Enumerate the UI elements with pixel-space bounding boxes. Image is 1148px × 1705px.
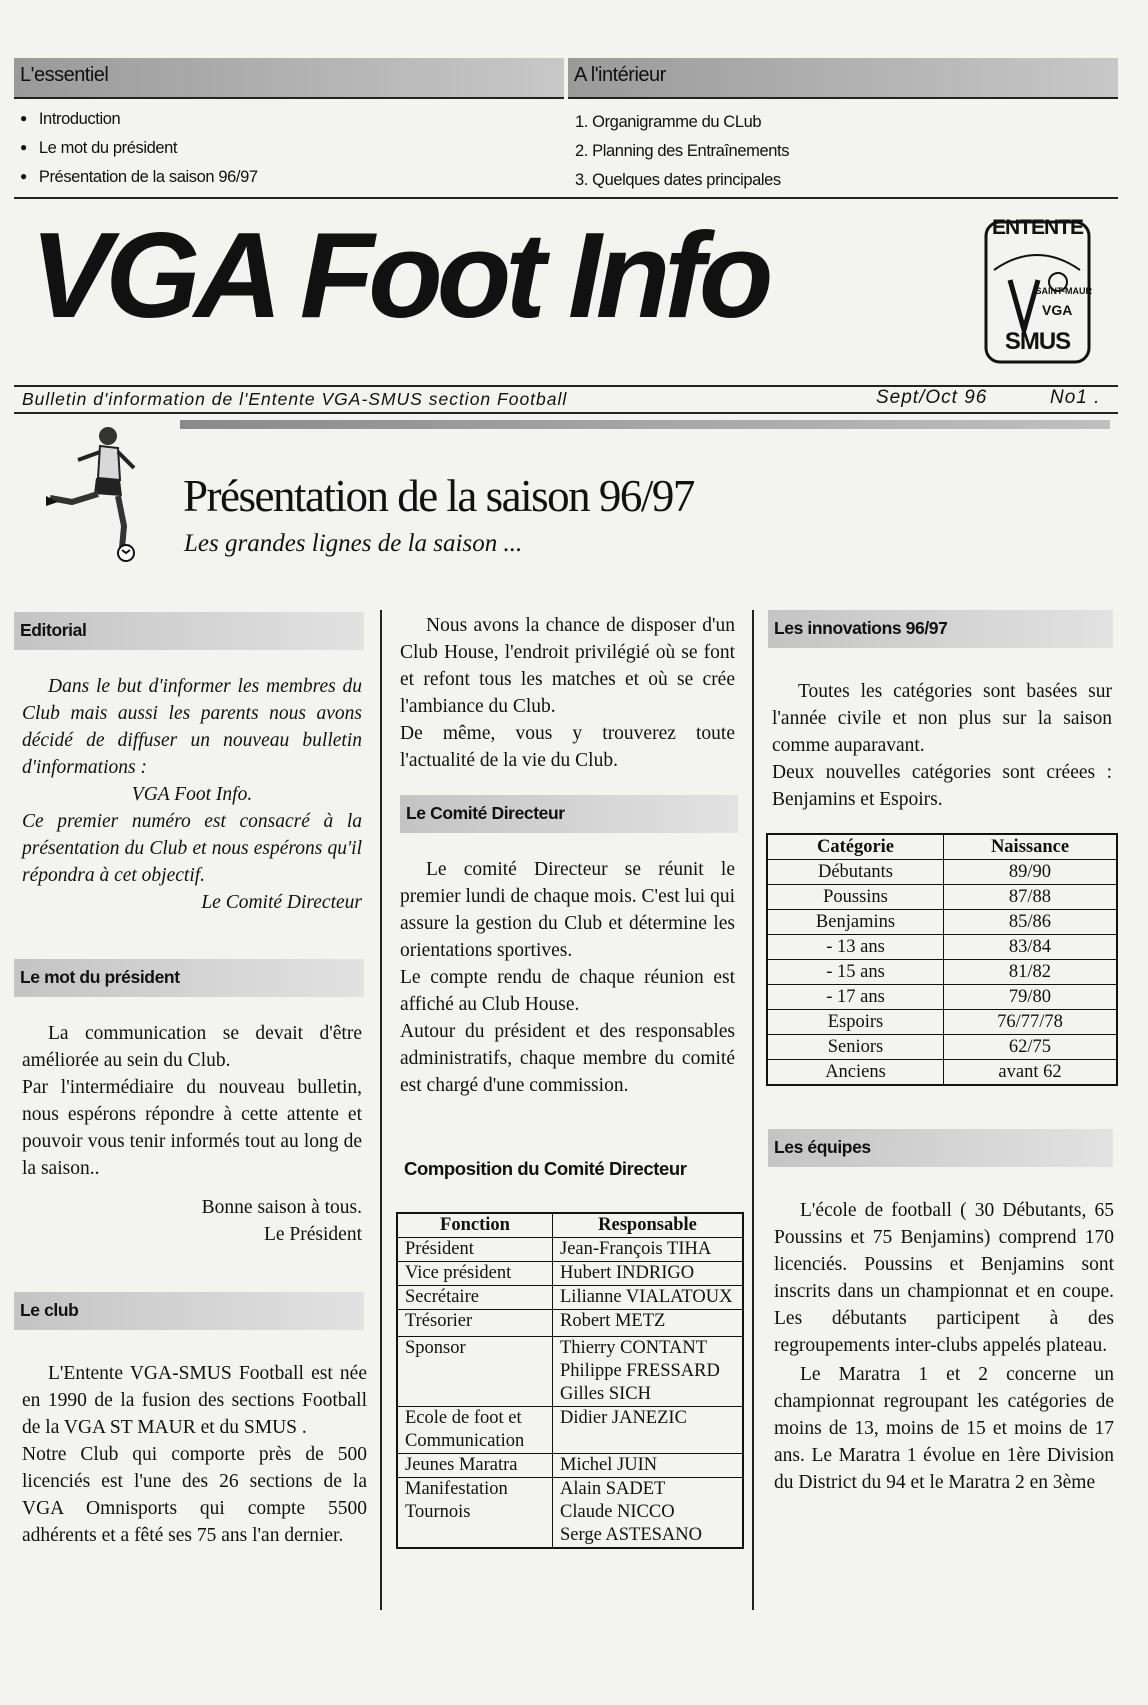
- equipes-heading: [768, 1129, 1113, 1167]
- clubhouse-p1: Nous avons la chance de disposer d'un Club House, l'endroit privilégié où se font et refont tous les matches et où se crée l'ambiance du Club.: [400, 615, 735, 717]
- table-header-row: [397, 1213, 743, 1238]
- interieur-title: A l'intérieur: [574, 64, 666, 86]
- president-heading-text: Le mot du président: [20, 967, 180, 987]
- header-cell: Responsable: [553, 1213, 744, 1238]
- table-cell: Robert METZ: [553, 1310, 744, 1337]
- table-row: [397, 1478, 743, 1549]
- table-cell: 89/90: [944, 860, 1118, 885]
- table-row: [767, 985, 1117, 1010]
- table-cell: Benjamins: [767, 910, 944, 935]
- table-row: [767, 1010, 1117, 1035]
- comite-heading: [400, 795, 738, 833]
- table-cell: Lilianne VIALATOUX: [553, 1286, 744, 1310]
- equipes-p2: Le Maratra 1 et 2 concerne un championnat regroupant les catégories de moins de 13, moins de 15 et moins de 17 ans. Le Maratra 1 évolue en 1ère Division du District du 94 et le Maratra 2 en 3ème: [774, 1364, 1114, 1493]
- logo-left: VGA: [1042, 302, 1073, 318]
- header-cell: Catégorie: [767, 834, 944, 860]
- table-row: [397, 1286, 743, 1310]
- essentiel-item: ● Le mot du président: [20, 139, 540, 168]
- headline-subtitle: Les grandes lignes de la saison ...: [184, 530, 523, 557]
- comite-table-title: Composition du Comité Directeur: [404, 1158, 687, 1179]
- table-cell: Michel JUIN: [553, 1454, 744, 1478]
- table-header-row: [767, 834, 1117, 860]
- innovations-body: [772, 678, 1112, 813]
- column-divider: [752, 610, 754, 1610]
- logo-bottom: SMUS: [1004, 328, 1071, 355]
- table-cell: Manifestation Tournois: [397, 1478, 553, 1549]
- table-cell: Anciens: [767, 1060, 944, 1086]
- table-cell: avant 62: [944, 1060, 1118, 1086]
- headline-title: Présentation de la saison 96/97: [183, 471, 694, 521]
- table-row: [397, 1337, 743, 1407]
- table-cell: Président: [397, 1238, 553, 1262]
- equipes-heading-text: Les équipes: [774, 1137, 871, 1157]
- table-cell: 87/88: [944, 885, 1118, 910]
- club-heading-text: Le club: [20, 1300, 79, 1320]
- masthead-subtitle: Bulletin d'information de l'Entente VGA-SMUS section Football: [22, 389, 568, 409]
- interieur-item: 1. Organigramme du CLub: [575, 113, 762, 131]
- innovations-heading: [768, 610, 1113, 648]
- table-cell: Thierry CONTANT Philippe FRESSARD Gilles SICH: [553, 1337, 744, 1407]
- innovations-heading-text: Les innovations 96/97: [774, 618, 948, 638]
- divider: [14, 197, 1118, 199]
- innovations-p2: Deux nouvelles catégories sont créees : Benjamins et Espoirs.: [772, 762, 1112, 810]
- issue-date: Sept/Oct 96: [876, 387, 988, 408]
- footballer-illustration: [38, 418, 158, 568]
- headline-rule: [180, 420, 1110, 429]
- header-cell: Fonction: [397, 1213, 553, 1238]
- president-sign1: Bonne saison à tous.: [201, 1197, 362, 1218]
- club-logo: [980, 210, 1095, 375]
- table-cell: Espoirs: [767, 1010, 944, 1035]
- table-cell: 79/80: [944, 985, 1118, 1010]
- divider: [14, 412, 1118, 414]
- table-row: [397, 1262, 743, 1286]
- table-cell: Jean-François TIHA: [553, 1238, 744, 1262]
- club-p2: Notre Club qui comporte près de 500 licenciés est l'une des 26 sections de la VGA Omnisports qui compte 5500 adhérents et a fêté ses 75 ans l'an dernier.: [22, 1444, 367, 1546]
- editorial-body: [22, 673, 362, 916]
- logo-top: ENTENTE: [991, 216, 1083, 239]
- essentiel-item: ● Présentation de la saison 96/97: [20, 168, 540, 197]
- table-row: [767, 935, 1117, 960]
- table-cell: - 13 ans: [767, 935, 944, 960]
- editorial-heading: [14, 612, 364, 650]
- table-cell: Poussins: [767, 885, 944, 910]
- table-cell: 62/75: [944, 1035, 1118, 1060]
- table-cell: Vice président: [397, 1262, 553, 1286]
- table-cell: 81/82: [944, 960, 1118, 985]
- table-cell: Sponsor: [397, 1337, 553, 1407]
- clubhouse-p2: De même, vous y trouverez toute l'actualité de la vie du Club.: [400, 723, 735, 771]
- header-cell: Naissance: [944, 834, 1118, 860]
- comite-p1: Le comité Directeur se réunit le premier lundi de chaque mois. C'est lui qui assure la gestion du Club et détermine les orientations sportives.: [400, 859, 735, 961]
- table-row: [767, 885, 1117, 910]
- comite-heading-text: Le Comité Directeur: [406, 803, 565, 823]
- column-divider: [380, 610, 382, 1610]
- interieur-item: 3. Quelques dates principales: [575, 171, 781, 189]
- comite-p2: Le compte rendu de chaque réunion est affiché au Club House.: [400, 967, 735, 1015]
- table-cell: Secrétaire: [397, 1286, 553, 1310]
- interieur-item: 2. Planning des Entraînements: [575, 142, 790, 160]
- table-cell: Ecole de foot et Communication: [397, 1407, 553, 1454]
- table-row: [767, 1060, 1117, 1086]
- comite-table: [396, 1212, 744, 1549]
- editorial-heading-text: Editorial: [20, 620, 87, 640]
- table-cell: 85/86: [944, 910, 1118, 935]
- logo-mid: SAINT-MAUR: [1035, 286, 1092, 296]
- editorial-title-line: VGA Foot Info.: [131, 784, 253, 805]
- table-cell: - 17 ans: [767, 985, 944, 1010]
- interieur-bar: [568, 58, 1118, 99]
- president-p2: Par l'intermédiaire du nouveau bulletin, nous espérons répondre à cette attente et pouvoir vous tenir informés tout au long de la saison..: [22, 1077, 362, 1179]
- table-cell: - 15 ans: [767, 960, 944, 985]
- innovations-p1: Toutes les catégories sont basées sur l'année civile et non plus sur la saison comme auparavant.: [772, 681, 1112, 756]
- table-row: [397, 1454, 743, 1478]
- equipes-p1: L'école de football ( 30 Débutants, 65 Poussins et 75 Benjamins) comprend 170 licenciés. Poussins et Benjamins sont inscrits dans un championnat et en coupe. Les débutants participent à des regroupements inter-clubs appelés plateau.: [774, 1200, 1114, 1356]
- table-row: [767, 910, 1117, 935]
- editorial-p1: Dans le but d'informer les membres du Club mais aussi les parents nous avons décidé de diffuser un nouveau bulletin d'informations :: [22, 676, 362, 778]
- masthead-title: VGA Foot Info: [30, 207, 768, 343]
- club-body: [22, 1360, 367, 1549]
- club-p1: L'Entente VGA-SMUS Football est née en 1990 de la fusion des sections Football de la VGA ST MAUR et du SMUS .: [22, 1363, 367, 1438]
- essentiel-title: L'essentiel: [20, 64, 109, 86]
- comite-body: [400, 856, 735, 1099]
- table-cell: Seniors: [767, 1035, 944, 1060]
- table-row: [767, 960, 1117, 985]
- table-cell: 83/84: [944, 935, 1118, 960]
- table-cell: Débutants: [767, 860, 944, 885]
- president-heading: [14, 959, 364, 997]
- president-p1: La communication se devait d'être améliorée au sein du Club.: [22, 1023, 362, 1071]
- table-row: [397, 1238, 743, 1262]
- table-row: [767, 860, 1117, 885]
- table-row: [767, 1035, 1117, 1060]
- club-heading: [14, 1292, 364, 1330]
- equipes-body: [774, 1197, 1114, 1496]
- table-cell: 76/77/78: [944, 1010, 1118, 1035]
- president-sign2: Le Président: [263, 1224, 362, 1245]
- table-cell: Didier JANEZIC: [553, 1407, 744, 1454]
- essentiel-list: [20, 110, 540, 197]
- table-cell: Hubert INDRIGO: [553, 1262, 744, 1286]
- clubhouse-body: [400, 612, 735, 774]
- comite-p3: Autour du président et des responsables administratifs, chaque membre du comité est chargé d'une commission.: [400, 1021, 735, 1096]
- table-row: [397, 1310, 743, 1337]
- table-cell: Jeunes Maratra: [397, 1454, 553, 1478]
- editorial-sign: Le Comité Directeur: [201, 892, 362, 913]
- table-row: [397, 1407, 743, 1454]
- interieur-list: [575, 113, 1095, 200]
- table-cell: Trésorier: [397, 1310, 553, 1337]
- essentiel-bar: [14, 58, 564, 99]
- categories-table: [766, 833, 1118, 1086]
- editorial-p2: Ce premier numéro est consacré à la présentation du Club et nous espérons qu'il répondra à cet objectif.: [22, 811, 362, 886]
- essentiel-item: ● Introduction: [20, 110, 540, 139]
- issue-number: No1 .: [1050, 387, 1101, 408]
- table-cell: Alain SADET Claude NICCO Serge ASTESANO: [553, 1478, 744, 1549]
- president-body: [22, 1020, 362, 1248]
